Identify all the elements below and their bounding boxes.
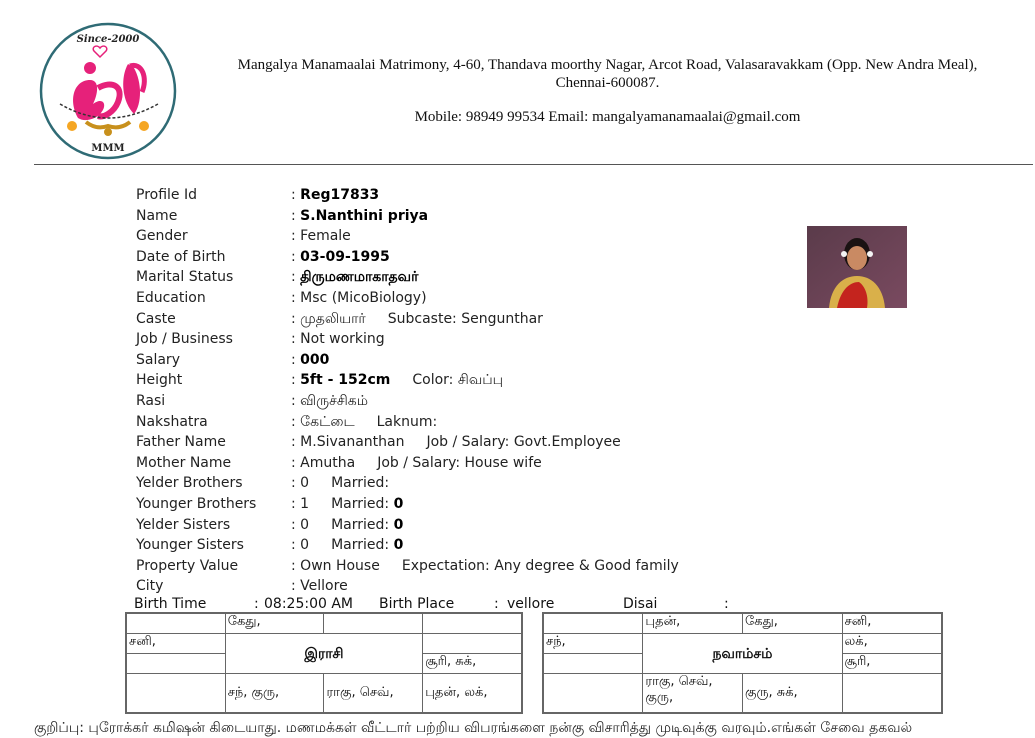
navamsam-cell: ராகு, செவ், குரு, <box>643 674 743 714</box>
value-profile-id: Reg17833 <box>300 187 380 203</box>
label-elder-brothers: Yelder Brothers <box>136 475 243 492</box>
value-elder-sisters-married: 0 <box>393 516 404 533</box>
label-disai: Disai <box>623 596 658 612</box>
label-color: Color: <box>412 372 454 389</box>
contact-line: Mobile: 98949 99534 Email: mangalyamanamaalai@gmail.com <box>414 109 801 125</box>
label-job: Job / Business <box>136 331 233 348</box>
label-elder-brothers-married: Married: <box>331 475 390 492</box>
header-address <box>180 56 1035 126</box>
value-expectation: Any degree & Good family <box>494 557 679 574</box>
label-mother-job: Job / Salary: <box>377 454 461 471</box>
rasi-chart-title: இராசி <box>225 634 423 674</box>
label-laknum: Laknum: <box>376 413 438 430</box>
navamsam-chart-title: நவாம்சம் <box>643 634 842 674</box>
rasi-cell <box>324 613 423 634</box>
rasi-cell: ராகு, செவ், <box>324 674 423 714</box>
logo-since-text: Since-2000 <box>76 34 140 45</box>
value-father-job: Govt.Employee <box>513 434 621 451</box>
label-birth-time: Birth Time <box>134 596 207 612</box>
label-father: Father Name <box>136 434 226 451</box>
value-color: சிவப்பு <box>457 372 504 389</box>
label-younger-sisters-married: Married: <box>331 537 390 554</box>
value-mother-job: House wife <box>464 454 542 471</box>
label-birth-place: Birth Place <box>379 596 455 612</box>
rasi-cell: கேது, <box>225 613 324 634</box>
matrimony-logo <box>38 22 179 160</box>
label-dob: Date of Birth <box>136 248 226 265</box>
value-rasi: விருச்சிகம் <box>300 392 369 409</box>
label-name: Name <box>136 207 178 224</box>
rasi-cell: சந், குரு, <box>225 674 324 714</box>
value-younger-sisters-married: 0 <box>393 537 404 554</box>
profile-photo <box>807 226 907 308</box>
value-younger-brothers-married: 0 <box>393 495 404 512</box>
label-younger-brothers-married: Married: <box>331 495 390 512</box>
navamsam-cell <box>543 654 643 674</box>
rasi-cell: சூரி, சுக், <box>423 654 522 674</box>
label-gender: Gender <box>136 228 188 245</box>
label-city: City <box>136 578 164 595</box>
address-line-1: Mangalya Manamaalai Matrimony, 4-60, Thandava moorthy Nagar, Arcot Road, Valasaravakkam (Opp. New Andra Meal), <box>237 57 978 73</box>
label-younger-brothers: Younger Brothers <box>136 495 257 512</box>
value-subcaste: Sengunthar <box>461 310 543 327</box>
rasi-cell: புதன், லக், <box>423 674 522 714</box>
navamsam-cell <box>842 674 942 714</box>
navamsam-cell: புதன், <box>643 613 743 634</box>
value-younger-sisters: 0 <box>300 537 310 554</box>
address-line-2: Chennai-600087. <box>555 75 660 91</box>
label-expectation: Expectation: <box>401 557 490 574</box>
label-caste: Caste <box>136 310 176 327</box>
value-elder-sisters: 0 <box>300 516 310 533</box>
label-education: Education <box>136 289 206 306</box>
rasi-cell <box>423 634 522 654</box>
value-caste: முதலியார் <box>300 310 366 327</box>
value-mother: Amutha <box>300 454 356 471</box>
rasi-chart <box>125 612 523 714</box>
navamsam-cell: சூரி, <box>842 654 942 674</box>
navamsam-cell <box>543 613 643 634</box>
rasi-cell <box>126 654 225 674</box>
value-elder-brothers: 0 <box>300 475 310 492</box>
navamsam-cell: குரு, சுக், <box>742 674 842 714</box>
value-height: 5ft - 152cm <box>300 372 391 389</box>
logo-mark-text: MMM <box>91 143 125 154</box>
label-profile-id: Profile Id <box>136 187 197 203</box>
value-younger-brothers: 1 <box>300 495 310 512</box>
label-property: Property Value <box>136 557 239 574</box>
value-dob: 03-09-1995 <box>300 248 390 265</box>
value-job: Not working <box>300 331 385 348</box>
label-elder-sisters: Yelder Sisters <box>136 516 231 533</box>
label-subcaste: Subcaste: <box>387 310 457 327</box>
navamsam-cell: சனி, <box>842 613 942 634</box>
navamsam-cell <box>543 674 643 714</box>
value-father: M.Sivananthan <box>300 434 405 451</box>
navamsam-cell: லக், <box>842 634 942 654</box>
value-birth-time: 08:25:00 AM <box>264 596 353 612</box>
label-younger-sisters: Younger Sisters <box>136 537 244 554</box>
label-father-job: Job / Salary: <box>426 434 510 451</box>
footer-note: குறிப்பு: புரோக்கர் கமிஷன் கிடையாது. மணமக்கள் வீட்டார் பற்றிய விபரங்களை நன்கு விசாரித்து முடிவுக்கு வரவும்.எங்கள் சேவை தகவல் <box>34 720 913 736</box>
label-mother: Mother Name <box>136 454 232 471</box>
navamsam-cell: சந், <box>543 634 643 654</box>
rasi-cell <box>126 613 225 634</box>
value-nakshatra: கேட்டை <box>300 413 355 430</box>
label-nakshatra: Nakshatra <box>136 413 208 430</box>
value-gender: Female <box>300 228 351 245</box>
value-birth-place: vellore <box>507 596 555 612</box>
label-marital: Marital Status <box>136 269 234 286</box>
rasi-cell <box>423 613 522 634</box>
label-rasi: Rasi <box>136 392 166 409</box>
value-marital: திருமணமாகாதவர் <box>300 269 419 286</box>
label-elder-sisters-married: Married: <box>331 516 390 533</box>
navamsam-cell: கேது, <box>742 613 842 634</box>
rasi-cell: சனி, <box>126 634 225 654</box>
value-city: Vellore <box>300 578 348 595</box>
label-height: Height <box>136 372 183 389</box>
label-salary: Salary <box>136 351 180 368</box>
navamsam-chart <box>542 612 943 714</box>
value-education: Msc (MicoBiology) <box>300 289 427 306</box>
header-divider <box>34 164 1033 165</box>
rasi-cell <box>126 674 225 714</box>
value-property: Own House <box>300 557 380 574</box>
value-name: S.Nanthini priya <box>300 207 429 224</box>
value-salary: 000 <box>300 351 330 368</box>
